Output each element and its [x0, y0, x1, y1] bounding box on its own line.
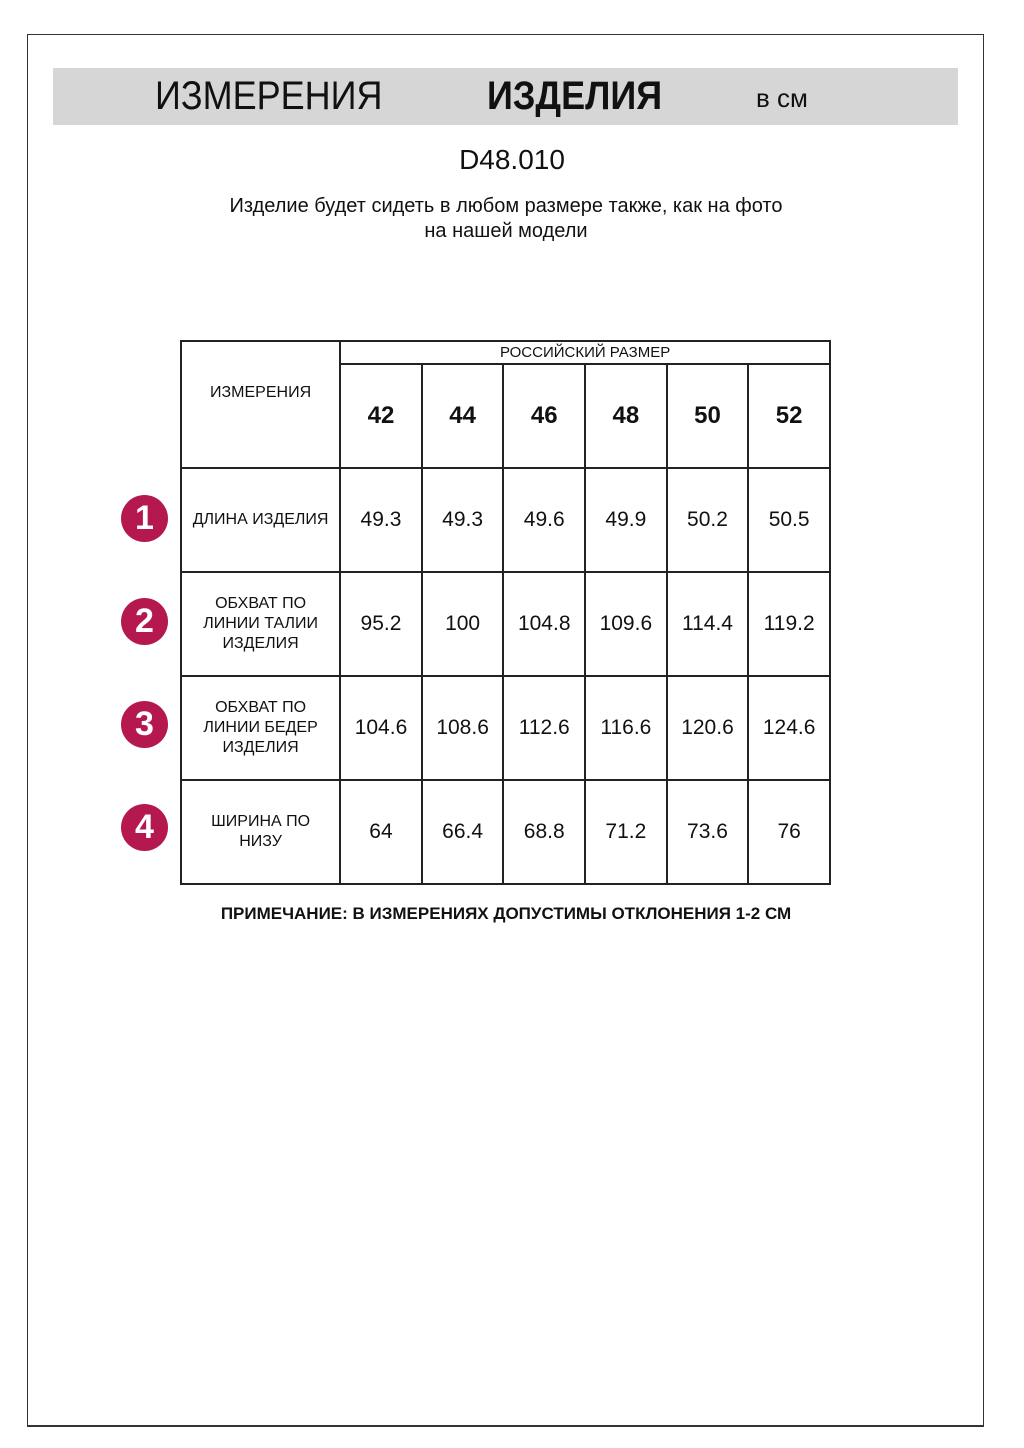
- table-cell: 68.8: [503, 780, 585, 884]
- table-cell: 112.6: [503, 676, 585, 780]
- size-header: 48: [585, 364, 667, 468]
- label-line: ОБХВАТ ПО: [215, 595, 307, 612]
- table-cell: 50.5: [748, 468, 830, 572]
- fit-description-line2: на нашей модели: [424, 220, 588, 242]
- table-cell: 109.6: [585, 572, 667, 676]
- title-unit: в см: [756, 83, 808, 113]
- title-measurements: ИЗМЕРЕНИЯ: [155, 74, 383, 118]
- label-line: ЛИНИИ ТАЛИИ: [203, 615, 318, 632]
- table-cell: 124.6: [748, 676, 830, 780]
- measurements-header: ИЗМЕРЕНИЯ: [181, 341, 340, 468]
- label-line: ШИРИНА ПО: [211, 813, 311, 830]
- row-label: [181, 468, 340, 572]
- table-row: [181, 676, 830, 780]
- table-cell: 49.3: [340, 468, 422, 572]
- label-line: ИЗДЕЛИЯ: [222, 739, 299, 756]
- table-cell: 66.4: [422, 780, 504, 884]
- table-cell: 104.8: [503, 572, 585, 676]
- number-badge-icon: 3: [121, 701, 168, 748]
- table-cell: 49.6: [503, 468, 585, 572]
- number-badge-icon: 4: [121, 804, 168, 851]
- title-product: ИЗДЕЛИЯ: [487, 74, 663, 118]
- row-label: [181, 572, 340, 676]
- table-cell: 116.6: [585, 676, 667, 780]
- table-cell: 50.2: [667, 468, 749, 572]
- table-cell: 64: [340, 780, 422, 884]
- table-cell: 49.9: [585, 468, 667, 572]
- table-cell: 49.3: [422, 468, 504, 572]
- table-cell: 104.6: [340, 676, 422, 780]
- product-code: D48.010: [459, 144, 565, 175]
- table-cell: 71.2: [585, 780, 667, 884]
- title-banner: [53, 68, 958, 125]
- table-cell: 73.6: [667, 780, 749, 884]
- tolerance-note: ПРИМЕЧАНИЕ: В ИЗМЕРЕНИЯХ ДОПУСТИМЫ ОТКЛОНЕНИЯ 1-2 СМ: [220, 904, 792, 923]
- table-row: [181, 572, 830, 676]
- label-line: ДЛИНА ИЗДЕЛИЯ: [192, 511, 329, 528]
- row-label: [181, 780, 340, 884]
- size-header: 44: [422, 364, 504, 468]
- number-badge-icon: 2: [121, 598, 168, 645]
- fit-description: [0, 194, 1012, 244]
- table-cell: 76: [748, 780, 830, 884]
- table-row: [181, 780, 830, 884]
- table-cell: 100: [422, 572, 504, 676]
- size-header: 52: [748, 364, 830, 468]
- fit-description-line1: Изделие будет сидеть в любом размере также, как на фото: [229, 195, 783, 217]
- label-line: ОБХВАТ ПО: [215, 699, 307, 716]
- number-badge-icon: 1: [121, 495, 168, 542]
- label-line: ИЗДЕЛИЯ: [222, 635, 299, 652]
- table-cell: 108.6: [422, 676, 504, 780]
- label-line: НИЗУ: [239, 833, 282, 850]
- size-header: 42: [340, 364, 422, 468]
- row-label: [181, 676, 340, 780]
- table-row: [181, 468, 830, 572]
- label-line: ЛИНИИ БЕДЕР: [203, 719, 318, 736]
- table-cell: 95.2: [340, 572, 422, 676]
- table-cell: 114.4: [667, 572, 749, 676]
- russian-size-header: РОССИЙСКИЙ РАЗМЕР: [340, 341, 830, 364]
- size-header: 50: [667, 364, 749, 468]
- table-cell: 120.6: [667, 676, 749, 780]
- table-cell: 119.2: [748, 572, 830, 676]
- size-header: 46: [503, 364, 585, 468]
- size-chart-table: [180, 340, 831, 885]
